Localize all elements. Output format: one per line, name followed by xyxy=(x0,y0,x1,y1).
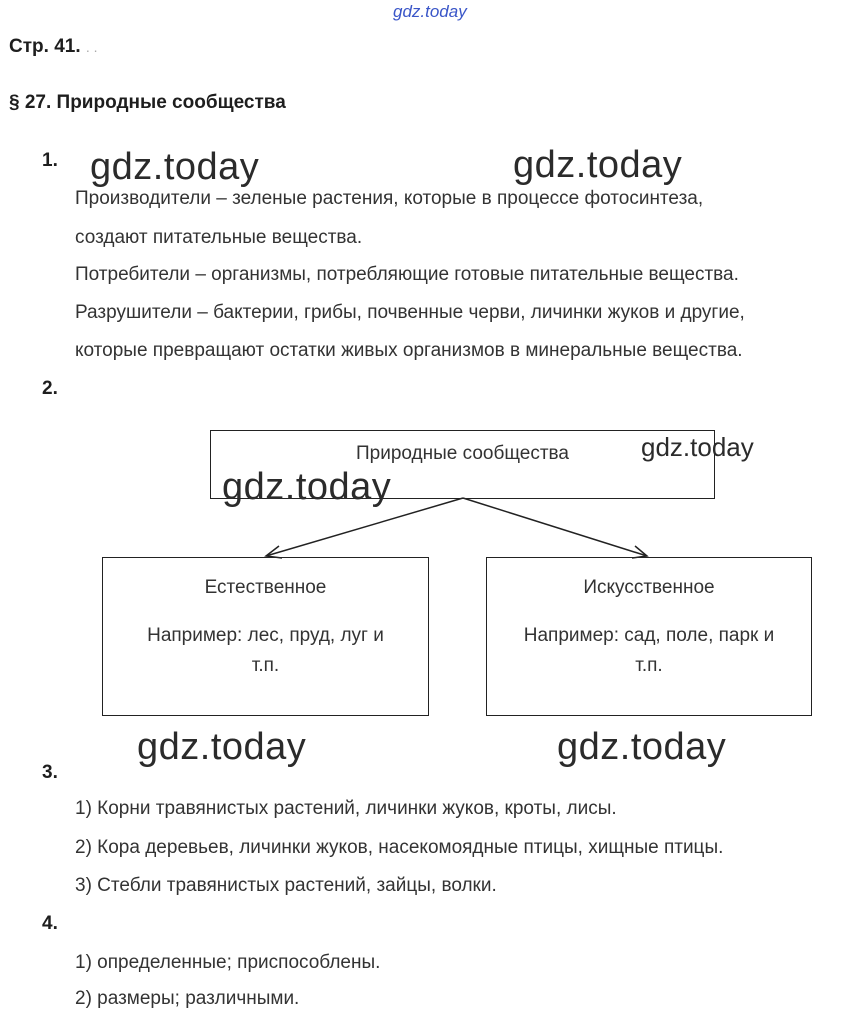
q3-line-3: 3) Стебли травянистых растений, зайцы, волки. xyxy=(75,875,497,896)
question-3-number: 3. xyxy=(42,762,58,783)
q3-line-2: 2) Кора деревьев, личинки жуков, насекомоядные птицы, хищные птицы. xyxy=(75,837,724,858)
q4-line-2: 2) размеры; различными. xyxy=(75,988,300,1009)
q1-line-3: Потребители – организмы, потребляющие готовые питательные вещества. xyxy=(75,264,739,285)
artificial-example-line1: Например: сад, поле, парк и xyxy=(523,625,775,646)
watermark-2a: gdz.today xyxy=(641,432,754,462)
question-4-number: 4. xyxy=(42,913,58,934)
watermark-top: gdz.today xyxy=(393,2,467,21)
q1-line-1: Производители – зеленые растения, которые в процессе фотосинтеза, xyxy=(75,188,704,209)
q1-line-4: Разрушители – бактерии, грибы, почвенные черви, личинки жуков и другие, xyxy=(75,302,745,323)
diagram-artificial-box xyxy=(486,557,812,716)
watermark-3b: gdz.today xyxy=(557,726,727,768)
q4-line-1: 1) определенные; приспособлены. xyxy=(75,952,381,973)
natural-example-line1: Например: лес, пруд, луг и xyxy=(147,625,384,646)
natural-title: Естественное xyxy=(204,577,327,598)
natural-example-line2: т.п. xyxy=(251,655,280,676)
page-ref-text: Стр. 41. xyxy=(9,36,81,57)
watermark-1b: gdz.today xyxy=(513,144,683,186)
question-1-number: 1. xyxy=(42,150,58,171)
q3-line-1: 1) Корни травянистых растений, личинки жуков, кроты, лисы. xyxy=(75,798,617,819)
watermark-3a: gdz.today xyxy=(137,726,307,768)
arrow-to-artificial xyxy=(463,498,647,556)
q1-line-5: которые превращают остатки живых организмов в минеральные вещества. xyxy=(75,340,743,361)
section-title: § 27. Природные сообщества xyxy=(9,92,286,113)
question-2-number: 2. xyxy=(42,378,58,399)
watermark-2b: gdz.today xyxy=(222,466,392,508)
diagram-natural-box xyxy=(102,557,429,716)
watermark-1a: gdz.today xyxy=(90,146,260,188)
diagram-root-label: Природные сообщества xyxy=(356,443,569,464)
page-ref-dots: . . xyxy=(85,39,98,55)
artificial-title: Искусственное xyxy=(583,577,715,598)
artificial-example-line2: т.п. xyxy=(635,655,663,676)
q1-line-2: создают питательные вещества. xyxy=(75,227,363,248)
